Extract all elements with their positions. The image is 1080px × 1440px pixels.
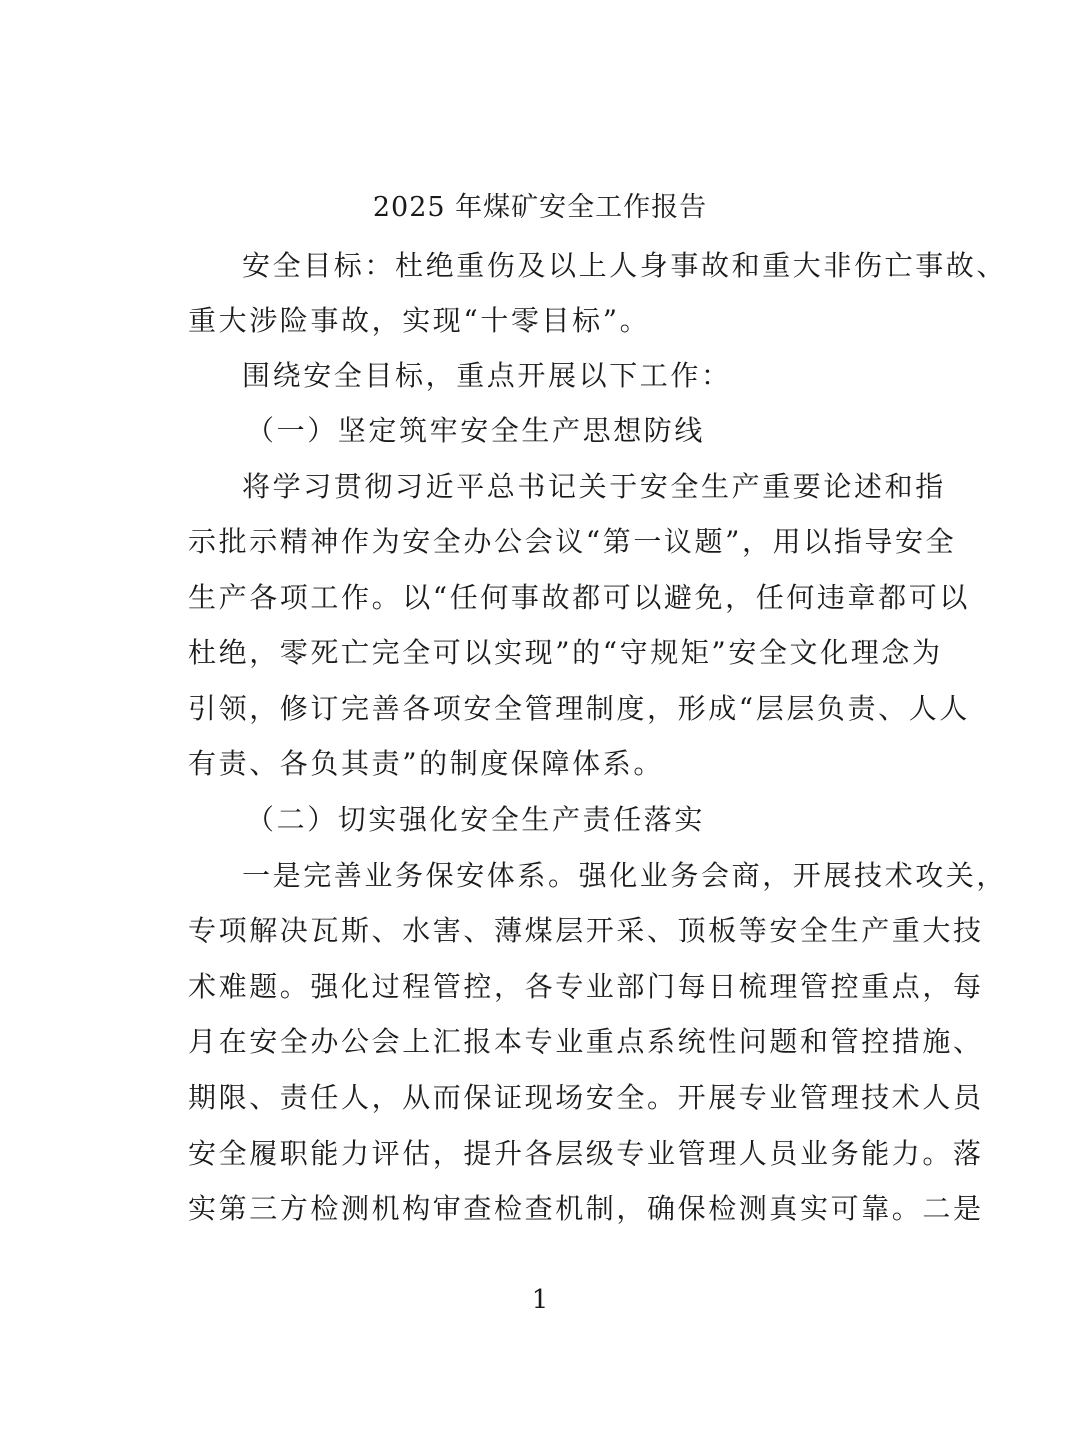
paragraph-1-line-2: 示批示精神作为安全办公会议“第一议题”，用以指导安全 bbox=[188, 525, 957, 558]
paragraph-safety-goal-line-1: 安全目标：杜绝重伤及以上人身事故和重大非伤亡事故、 bbox=[242, 249, 1008, 282]
page-number: 1 bbox=[531, 1285, 549, 1315]
document-title: 2025 年煤矿安全工作报告 bbox=[372, 192, 708, 223]
paragraph-2-line-7: 实第三方检测机构审查检查机制，确保检测真实可靠。二是 bbox=[188, 1192, 984, 1225]
paragraph-1-line-5: 引领，修订完善各项安全管理制度，形成“层层负责、人人 bbox=[188, 692, 970, 725]
paragraph-intro: 围绕安全目标，重点开展以下工作： bbox=[242, 359, 732, 392]
paragraph-safety-goal-line-2: 重大涉险事故，实现“十零目标”。 bbox=[188, 304, 651, 337]
paragraph-1-line-3: 生产各项工作。以“任何事故都可以避免，任何违章都可以 bbox=[188, 581, 970, 614]
section-heading-2: （二）切实强化安全生产责任落实 bbox=[246, 803, 706, 836]
paragraph-2-line-2: 专项解决瓦斯、水害、薄煤层开采、顶板等安全生产重大技 bbox=[188, 914, 984, 947]
paragraph-1-line-4: 杜绝，零死亡完全可以实现”的“守规矩”安全文化理念为 bbox=[188, 636, 943, 669]
paragraph-2-line-6: 安全履职能力评估，提升各层级专业管理人员业务能力。落 bbox=[188, 1137, 984, 1170]
paragraph-2-line-3: 术难题。强化过程管控，各专业部门每日梳理管控重点，每 bbox=[188, 970, 984, 1003]
paragraph-1-line-6: 有责、各负其责”的制度保障体系。 bbox=[188, 747, 664, 780]
paragraph-2-line-1: 一是完善业务保安体系。强化业务会商，开展技术攻关， bbox=[242, 859, 1008, 892]
paragraph-2-line-5: 期限、责任人，从而保证现场安全。开展专业管理技术人员 bbox=[188, 1081, 984, 1114]
paragraph-1-line-1: 将学习贯彻习近平总书记关于安全生产重要论述和指 bbox=[242, 470, 946, 503]
section-heading-1: （一）坚定筑牢安全生产思想防线 bbox=[246, 414, 706, 447]
paragraph-2-line-4: 月在安全办公会上汇报本专业重点系统性问题和管控措施、 bbox=[188, 1025, 984, 1058]
